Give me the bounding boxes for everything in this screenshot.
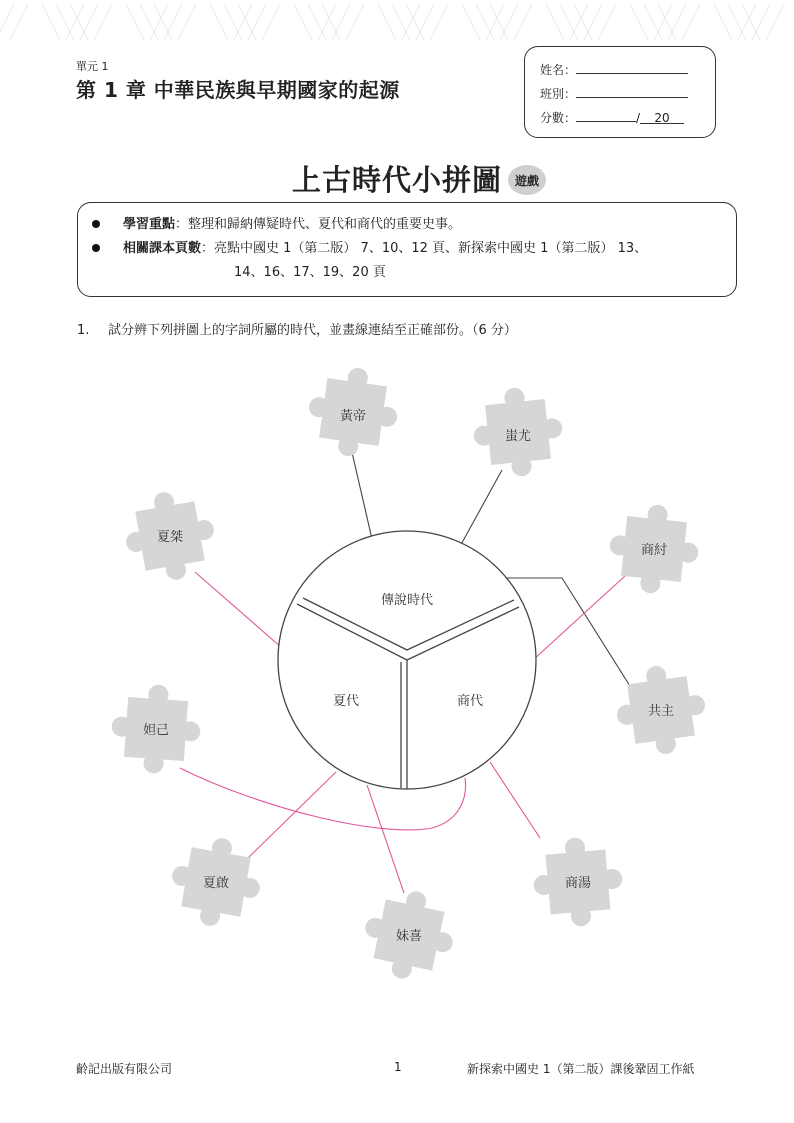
unit-label: 單元 1 <box>76 60 109 73</box>
footer-publisher: 齡記出版有限公司 <box>76 1062 173 1076</box>
piece-label-daji: 妲己 <box>142 723 170 738</box>
sector-shang: 商代 <box>456 694 484 709</box>
connector-shangtang[interactable] <box>490 762 540 838</box>
focus-item-2-label: 相關課本頁數 <box>123 241 202 256</box>
piece-label-chiyou: 蚩尤 <box>504 429 532 444</box>
connector-xiaqi[interactable] <box>248 772 336 858</box>
focus-item-1-text: ：整理和歸納傳疑時代、夏代和商代的重要史事。 <box>175 217 462 232</box>
score-label: 分數： <box>540 111 577 125</box>
focus-item-2-text: ：亮點中國史 1（第二版） 7、10、12 頁、新探索中國史 1（第二版） 13、 <box>201 241 648 256</box>
connector-chiyou[interactable] <box>458 470 502 550</box>
sector-legendary: 傳說時代 <box>380 593 434 608</box>
footer-page-number: 1 <box>394 1060 402 1074</box>
piece-label-xiajie: 夏桀 <box>156 530 184 545</box>
connector-meixi[interactable] <box>367 785 404 893</box>
piece-label-huangdi: 黃帝 <box>339 409 367 424</box>
sector-xia: 夏代 <box>332 694 360 709</box>
piece-label-meixi: 妹喜 <box>395 929 423 944</box>
name-label: 姓名： <box>540 63 577 77</box>
worksheet-title: 上古時代小拼圖 <box>292 163 503 197</box>
piece-label-xiaqi: 夏啟 <box>202 876 230 891</box>
question-number: 1. <box>77 323 90 338</box>
focus-item-1-label: 學習重點 <box>123 217 176 232</box>
question-text: 試分辨下列拼圖上的字詞所屬的時代，並畫線連結至正確部份。（6 分） <box>108 323 517 338</box>
era-circle <box>278 531 536 789</box>
footer-book-title: 新探索中國史 1（第二版）課後鞏固工作紙 <box>467 1062 695 1076</box>
connector-shangzhou[interactable] <box>532 575 626 661</box>
connector-xiajie[interactable] <box>195 572 282 648</box>
game-badge: 遊戲 <box>508 165 546 195</box>
piece-label-gongzhu: 共主 <box>647 704 675 719</box>
piece-label-shangzhou: 商紂 <box>640 543 668 558</box>
piece-label-shangtang: 商湯 <box>564 876 592 891</box>
chapter-title: 第 1 章 中華民族與早期國家的起源 <box>76 78 400 102</box>
focus-item-2-continued: 14、16、17、19、20 頁 <box>234 265 386 280</box>
score-slash: / <box>636 111 641 125</box>
score-total: 20 <box>640 111 684 124</box>
class-label: 班別： <box>540 87 577 101</box>
